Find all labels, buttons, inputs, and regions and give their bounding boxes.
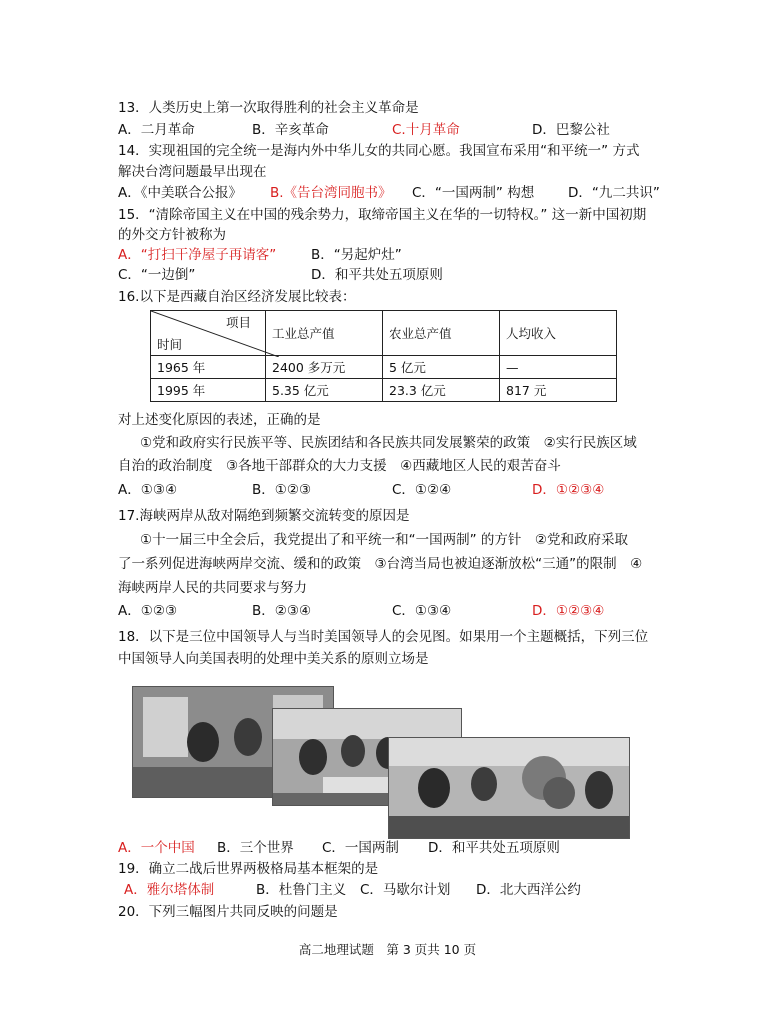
tibet-economy-table [150,310,617,402]
q19-stem: 19．确立二战后世界两极格局基本框架的是 [118,861,379,877]
q15-option-b: B．“另起炉灶” [311,247,402,263]
corner-row-label: 时间 [157,337,183,352]
q18-stem-2: 中国领导人向美国表明的处理中美关系的原则立场是 [118,651,429,667]
table-header: 工业总产值 [266,311,383,356]
table-row [151,379,617,402]
q15-option-a: A．“打扫干净屋子再请客” [118,247,277,263]
table-cell: 5.35 亿元 [266,379,383,402]
q14-option-a: A．《中美联合公报》 [118,185,242,201]
page-footer: 高二地理试题 第 3 页共 10 页 [298,942,477,957]
q17-desc-3: 海峡两岸人民的共同要求与努力 [118,580,307,596]
q13-option-c: C.十月革命 [392,122,460,138]
q14-option-d: D．“九二共识” [568,185,660,201]
table-cell: — [500,356,617,379]
q16-option-d: D．①②③④ [532,482,605,498]
meeting-photo-3 [388,737,630,839]
q13-option-b: B．辛亥革命 [252,122,329,138]
table-row [151,356,617,379]
q19-option-d: D．北大西洋公约 [476,882,581,898]
table-cell: 817 元 [500,379,617,402]
photo-3-figures [389,738,629,838]
q19-option-b: B．杜鲁门主义 [256,882,347,898]
q17-option-b: B．②③④ [252,603,312,619]
q15-stem-2: 的外交方针被称为 [118,227,226,243]
q13-stem: 13．人类历史上第一次取得胜利的社会主义革命是 [118,100,419,116]
q15-stem-1: 15．“清除帝国主义在中国的残余势力，取缔帝国主义在华的一切特权。” 这一新中国初期 [118,207,647,223]
q17-option-c: C．①③④ [392,603,452,619]
table-cell: 1965 年 [151,356,266,379]
q15-option-c: C．“一边倒” [118,267,196,283]
q17-stem: 17.海峡两岸从敌对隔绝到频繁交流转变的原因是 [118,508,410,524]
q16-option-a: A．①③④ [118,482,178,498]
corner-column-label: 项目 [225,315,251,330]
q16-desc-1: ①党和政府实行民族平等、民族团结和各民族共同发展繁荣的政策 ②实行民族区域 [140,435,637,451]
q17-desc-2: 了一系列促进海峡两岸交流、缓和的政策 ③台湾当局也被迫逐渐放松“三通”的限制 ④ [118,556,643,572]
table-header: 农业总产值 [383,311,500,356]
q20-stem: 20．下列三幅图片共同反映的问题是 [118,904,338,920]
q17-option-a: A．①②③ [118,603,178,619]
q15-option-d: D．和平共处五项原则 [311,267,443,283]
table-header: 人均收入 [500,311,617,356]
q16-desc-2: 自治的政治制度 ③各地干部群众的大力支援 ④西藏地区人民的艰苦奋斗 [118,458,561,474]
table-corner-cell [151,311,266,356]
table-cell: 23.3 亿元 [383,379,500,402]
q18-option-b: B．三个世界 [217,840,294,856]
table-cell: 5 亿元 [383,356,500,379]
q13-option-d: D．巴黎公社 [532,122,610,138]
table-cell: 2400 多万元 [266,356,383,379]
q16-question: 对上述变化原因的表述，正确的是 [118,412,321,428]
q18-option-c: C．一国两制 [322,840,399,856]
q14-option-b: B.《告台湾同胞书》 [270,185,392,201]
q18-option-a: A．一个中国 [118,840,195,856]
q17-option-d: D．①②③④ [532,603,605,619]
q16-option-c: C．①②④ [392,482,452,498]
q13-option-a: A．二月革命 [118,122,195,138]
q16-stem: 16.以下是西藏自治区经济发展比较表： [118,289,356,305]
q14-stem-1: 14．实现祖国的完全统一是海内外中华儿女的共同心愿。我国宣布采用“和平统一” 方式 [118,143,640,159]
q18-option-d: D．和平共处五项原则 [428,840,560,856]
q19-option-a: A．雅尔塔体制 [124,882,215,898]
table-header-row [151,311,617,356]
q18-stem-1: 18．以下是三位中国领导人与当时美国领导人的会见图。如果用一个主题概括，下列三位 [118,629,649,645]
q17-desc-1: ①十一届三中全会后，我党提出了和平统一和“一国两制” 的方针 ②党和政府采取 [140,532,628,548]
q14-stem-2: 解决台湾问题最早出现在 [118,164,267,180]
q16-option-b: B．①②③ [252,482,312,498]
table-cell: 1995 年 [151,379,266,402]
q19-option-c: C．马歇尔计划 [360,882,451,898]
q14-option-c: C．“一国两制” 构想 [412,185,535,201]
